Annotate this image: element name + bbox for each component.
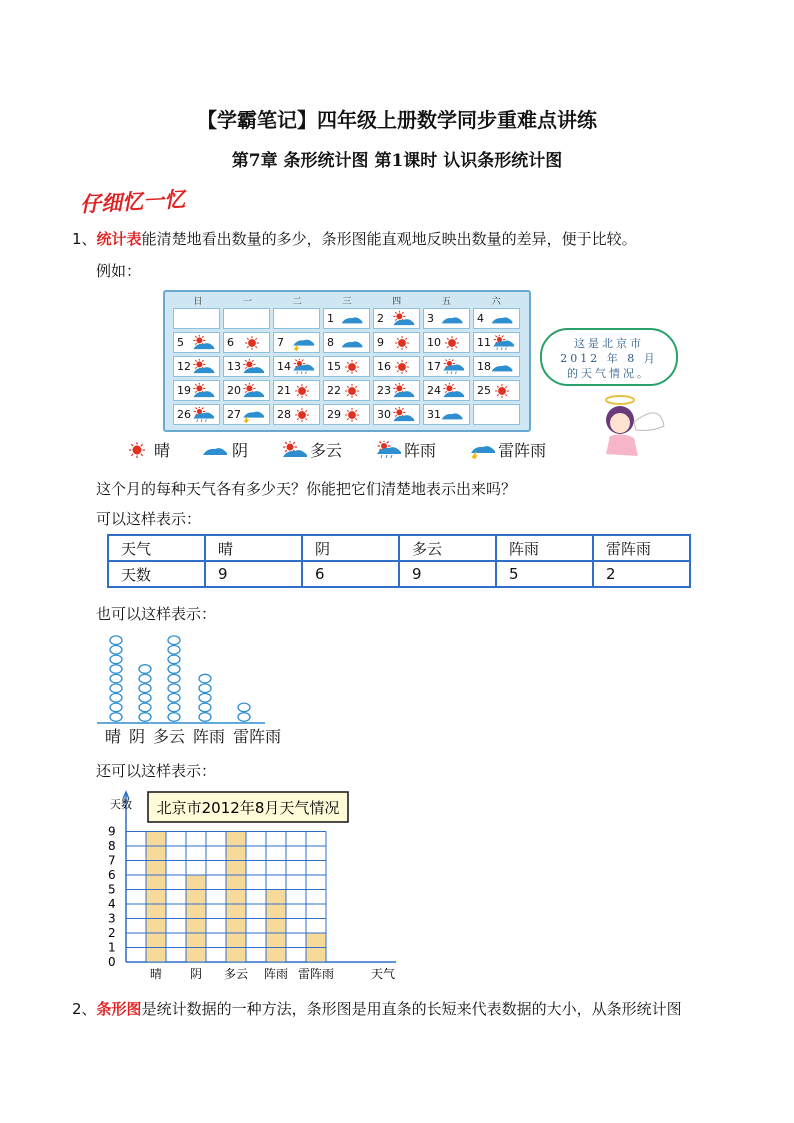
calendar-day-cell xyxy=(223,308,270,329)
table-cell: 阴 xyxy=(302,535,399,561)
rain-weather-icon xyxy=(189,407,215,423)
calendar-weather xyxy=(489,383,515,402)
calendar-weather xyxy=(439,359,465,378)
item-1-number: 1、 xyxy=(72,230,97,248)
calendar-day-number: 15 xyxy=(327,360,341,373)
calendar-day-cell xyxy=(323,308,370,329)
sunny-weather-icon xyxy=(339,359,365,375)
calendar-day-number: 1 xyxy=(327,312,334,325)
calendar-weather xyxy=(389,335,415,354)
legend-item xyxy=(200,438,248,461)
y-tick-label: 9 xyxy=(108,824,116,839)
rain-weather-icon xyxy=(372,441,402,459)
partly-weather-icon xyxy=(189,359,215,375)
calendar-day-cell xyxy=(223,380,270,401)
calendar-weather xyxy=(439,311,465,330)
sunny-weather-icon xyxy=(339,383,365,399)
calendar-weather xyxy=(239,359,265,378)
sunny-weather-icon xyxy=(389,359,415,375)
calendar-day-number: 9 xyxy=(377,336,384,349)
dot-marker xyxy=(110,674,122,683)
dot-marker xyxy=(199,684,211,693)
item-1-text: 能清楚地看出数量的多少，条形图能直观地反映出数量的差异，便于比较。 xyxy=(141,230,637,248)
calendar-day-cell xyxy=(323,404,370,425)
calendar-weather xyxy=(489,359,515,378)
calendar-weather xyxy=(339,359,365,378)
calendar-weather xyxy=(189,407,215,426)
dot-marker xyxy=(110,703,122,712)
calendar-day-cell xyxy=(223,356,270,377)
calendar-day-number: 7 xyxy=(277,336,284,349)
sunny-weather-icon xyxy=(439,335,465,351)
dot-marker xyxy=(110,665,122,674)
calendar-day-cell xyxy=(223,332,270,353)
dot-chart xyxy=(97,625,267,725)
item-1-keyword: 统计表 xyxy=(96,230,142,248)
table-cell: 9 xyxy=(205,561,302,587)
calendar-weather xyxy=(189,359,215,378)
cloudy-weather-icon xyxy=(439,311,465,327)
dot-marker xyxy=(199,703,211,712)
rain-weather-icon xyxy=(489,335,515,351)
calendar-weather xyxy=(489,311,515,330)
calendar-day-number: 26 xyxy=(177,408,191,421)
item-2 xyxy=(72,998,682,1019)
x-tick-label: 雷阵雨 xyxy=(297,967,335,981)
calendar-day-cell xyxy=(373,404,420,425)
calendar-day-cell xyxy=(173,404,220,425)
calendar-weather xyxy=(289,335,315,354)
item-2-number: 2、 xyxy=(72,1000,97,1018)
dot-chart-label: 雷阵雨 xyxy=(233,727,282,746)
rain-weather-icon xyxy=(289,359,315,375)
calendar-day-cell xyxy=(323,332,370,353)
calendar-weather xyxy=(239,407,265,426)
dot-marker xyxy=(168,684,180,693)
item-2-text: 是统计数据的一种方法，条形图是用直条的长短来代表数据的大小，从条形统计图 xyxy=(141,1000,682,1018)
table-row xyxy=(108,535,690,561)
calendar-weather xyxy=(189,335,215,354)
dot-marker xyxy=(139,665,151,674)
calendar-weather xyxy=(339,383,365,402)
calendar-day-number: 8 xyxy=(327,336,334,349)
representation-3-label: 还可以这样表示： xyxy=(96,762,217,780)
calendar-day-cell xyxy=(273,380,320,401)
calendar-weather xyxy=(389,359,415,378)
calendar-day-cell xyxy=(473,332,520,353)
calendar-weather xyxy=(439,383,465,402)
calendar-day-cell xyxy=(273,332,320,353)
calendar-weather xyxy=(239,335,265,354)
dot-marker xyxy=(168,665,180,674)
sunny-weather-icon xyxy=(122,441,152,459)
calendar-day-number: 13 xyxy=(227,360,241,373)
section-label: 仔细忆一忆 xyxy=(79,187,186,217)
bubble-line-3: 的天气情况。 xyxy=(567,367,651,380)
calendar-day-cell xyxy=(423,308,470,329)
dot-marker xyxy=(168,703,180,712)
calendar-weather xyxy=(389,407,415,426)
calendar-day-cell xyxy=(423,380,470,401)
partly-weather-icon xyxy=(389,383,415,399)
sunny-weather-icon xyxy=(339,407,365,423)
bar xyxy=(226,832,246,963)
cloudy-weather-icon xyxy=(200,441,230,459)
weekday-label: 二 xyxy=(292,297,302,307)
table-cell: 天数 xyxy=(108,561,205,587)
dot-chart-label: 多云 xyxy=(153,727,186,746)
calendar-day-number: 10 xyxy=(427,336,441,349)
legend-item xyxy=(372,438,436,461)
page-subtitle: 第7章 条形统计图 第1课时 认识条形统计图 xyxy=(231,151,563,171)
question-text: 这个月的每种天气各有多少天？你能把它们清楚地表示出来吗？ xyxy=(96,480,517,498)
dot-marker xyxy=(139,694,151,703)
dot-marker xyxy=(199,674,211,683)
calendar-day-cell xyxy=(423,404,470,425)
legend-label: 晴 xyxy=(154,441,171,460)
legend-item xyxy=(466,438,546,461)
representation-1-label: 可以这样表示： xyxy=(96,510,202,528)
legend-label: 多云 xyxy=(310,441,343,460)
calendar-weather xyxy=(339,335,365,354)
cloudy-weather-icon xyxy=(339,335,365,351)
dot-marker xyxy=(110,694,122,703)
y-tick-label: 1 xyxy=(108,940,116,955)
calendar-day-number: 27 xyxy=(227,408,241,421)
weekday-label: 五 xyxy=(441,297,451,307)
partly-weather-icon xyxy=(278,441,308,459)
y-tick-label: 4 xyxy=(108,897,116,911)
dot-chart-labels xyxy=(105,724,281,747)
calendar-weather xyxy=(289,407,315,426)
table-row xyxy=(108,561,690,587)
legend-label: 雷阵雨 xyxy=(498,441,547,460)
calendar-day-number: 18 xyxy=(477,360,491,373)
calendar-day-number: 14 xyxy=(277,360,291,373)
sunny-weather-icon xyxy=(239,335,265,351)
dot-chart-label: 阵雨 xyxy=(193,727,226,746)
calendar-weather xyxy=(489,335,515,354)
dot-marker xyxy=(110,655,122,664)
calendar-day-cell xyxy=(473,380,520,401)
dot-marker xyxy=(168,674,180,683)
calendar-day-number: 28 xyxy=(277,408,291,421)
x-tick-label: 阵雨 xyxy=(263,967,289,981)
legend-item xyxy=(278,438,342,461)
dot-chart-label: 晴 xyxy=(105,727,122,746)
calendar-day-number: 25 xyxy=(477,384,491,397)
example-label: 例如： xyxy=(96,262,142,280)
calendar-day-number: 16 xyxy=(377,360,391,373)
dot-marker xyxy=(139,703,151,712)
calendar-weather xyxy=(239,383,265,402)
calendar-day-cell xyxy=(273,404,320,425)
calendar-weather xyxy=(289,383,315,402)
bar xyxy=(266,890,286,963)
calendar-day-number: 19 xyxy=(177,384,191,397)
y-tick-label: 2 xyxy=(108,926,116,940)
table-cell: 6 xyxy=(302,561,399,587)
calendar-day-cell xyxy=(173,308,220,329)
calendar-day-cell xyxy=(323,356,370,377)
bubble-line-1: 这是北京市 xyxy=(574,337,644,350)
calendar-weather xyxy=(439,335,465,354)
speech-bubble xyxy=(540,328,678,386)
calendar-day-number: 4 xyxy=(477,312,484,325)
bubble-line-2: 2012 年 8 月 xyxy=(560,352,658,365)
legend-label: 阴 xyxy=(232,441,249,460)
calendar-day-number: 11 xyxy=(477,336,491,349)
calendar-day-cell xyxy=(173,356,220,377)
page-title: 【学霸笔记】四年级上册数学同步重难点讲练 xyxy=(197,108,597,132)
calendar-day-cell xyxy=(273,356,320,377)
sunny-weather-icon xyxy=(289,407,315,423)
thunder-weather-icon xyxy=(466,441,496,459)
calendar-day-cell xyxy=(423,332,470,353)
weather-table xyxy=(107,534,691,588)
calendar-day-cell xyxy=(323,380,370,401)
calendar-day-number: 30 xyxy=(377,408,391,421)
dot-marker xyxy=(238,703,250,712)
chart-title: 北京市2012年8月天气情况 xyxy=(156,799,340,817)
weekday-label: 四 xyxy=(392,297,402,307)
calendar-day-number: 21 xyxy=(277,384,291,397)
calendar-day-cell xyxy=(223,404,270,425)
partly-weather-icon xyxy=(239,383,265,399)
calendar-day-cell xyxy=(373,356,420,377)
angel-illustration xyxy=(590,392,670,462)
table-cell: 5 xyxy=(496,561,593,587)
calendar-weather xyxy=(339,407,365,426)
rain-weather-icon xyxy=(439,359,465,375)
calendar-weekdays xyxy=(173,294,521,307)
dot-marker xyxy=(110,636,122,645)
calendar-weather xyxy=(339,311,365,330)
cloudy-weather-icon xyxy=(489,359,515,375)
x-axis-label: 天气 xyxy=(371,967,396,981)
dot-marker xyxy=(110,646,122,655)
thunder-weather-icon xyxy=(289,335,315,351)
legend-item xyxy=(122,438,170,461)
item-2-keyword: 条形图 xyxy=(96,1000,142,1018)
thunder-weather-icon xyxy=(239,407,265,423)
calendar-day-number: 3 xyxy=(427,312,434,325)
dot-marker xyxy=(168,694,180,703)
dot-marker xyxy=(139,713,151,722)
dot-marker xyxy=(199,694,211,703)
legend-label: 阵雨 xyxy=(404,441,437,460)
calendar-day-cell xyxy=(173,332,220,353)
bar xyxy=(146,832,166,963)
table-cell: 天气 xyxy=(108,535,205,561)
partly-weather-icon xyxy=(389,311,415,327)
calendar-day-cell xyxy=(473,356,520,377)
cloudy-weather-icon xyxy=(339,311,365,327)
x-tick-label: 多云 xyxy=(223,967,249,981)
calendar-day-cell xyxy=(473,308,520,329)
cloudy-weather-icon xyxy=(489,311,515,327)
bar-chart xyxy=(96,790,416,985)
sunny-weather-icon xyxy=(389,335,415,351)
sunny-weather-icon xyxy=(489,383,515,399)
dot-marker xyxy=(168,713,180,722)
calendar-day-number: 17 xyxy=(427,360,441,373)
dot-marker xyxy=(168,655,180,664)
calendar-day-number: 22 xyxy=(327,384,341,397)
y-tick-label: 7 xyxy=(108,853,116,868)
y-tick-label: 6 xyxy=(108,868,116,882)
y-tick-label: 0 xyxy=(108,955,116,969)
item-1 xyxy=(72,228,637,249)
table-cell: 9 xyxy=(399,561,496,587)
dot-marker xyxy=(110,713,122,722)
sunny-weather-icon xyxy=(289,383,315,399)
calendar-day-cell xyxy=(373,308,420,329)
calendar-day-number: 6 xyxy=(227,336,234,349)
calendar-day-cell xyxy=(423,356,470,377)
weekday-label: 六 xyxy=(491,297,501,307)
dot-marker xyxy=(168,636,180,645)
calendar-day-cell xyxy=(373,380,420,401)
calendar-day-number: 24 xyxy=(427,384,441,397)
partly-weather-icon xyxy=(189,383,215,399)
calendar-day-number: 20 xyxy=(227,384,241,397)
calendar-day-cell xyxy=(173,380,220,401)
calendar-day-cell xyxy=(373,332,420,353)
y-tick-label: 3 xyxy=(108,911,116,926)
table-cell: 2 xyxy=(593,561,690,587)
calendar-day-number: 23 xyxy=(377,384,391,397)
y-tick-label: 5 xyxy=(108,882,116,897)
dot-marker xyxy=(139,684,151,693)
table-cell: 多云 xyxy=(399,535,496,561)
partly-weather-icon xyxy=(189,335,215,351)
table-cell: 阵雨 xyxy=(496,535,593,561)
calendar-day-number: 29 xyxy=(327,408,341,421)
x-tick-label: 阴 xyxy=(189,967,203,981)
cloudy-weather-icon xyxy=(439,407,465,423)
calendar-weather xyxy=(189,383,215,402)
dot-marker xyxy=(238,713,250,722)
table-cell: 晴 xyxy=(205,535,302,561)
calendar-weather xyxy=(389,311,415,330)
dot-marker xyxy=(199,713,211,722)
weekday-label: 日 xyxy=(193,297,203,307)
calendar-weather xyxy=(439,407,465,426)
x-tick-label: 晴 xyxy=(149,967,163,981)
calendar-day-cell xyxy=(473,404,520,425)
calendar-day-number: 12 xyxy=(177,360,191,373)
weekday-label: 三 xyxy=(342,297,352,307)
calendar-day-number: 2 xyxy=(377,312,384,325)
representation-2-label: 也可以这样表示： xyxy=(96,605,217,623)
y-axis-label: 天数 xyxy=(110,798,132,811)
partly-weather-icon xyxy=(439,383,465,399)
dot-marker xyxy=(110,684,122,693)
calendar-day-cell xyxy=(273,308,320,329)
dot-marker xyxy=(139,674,151,683)
partly-weather-icon xyxy=(239,359,265,375)
y-tick-label: 8 xyxy=(108,839,116,853)
calendar-weather xyxy=(289,359,315,378)
dot-marker xyxy=(168,646,180,655)
weekday-label: 一 xyxy=(243,297,253,307)
calendar-day-number: 31 xyxy=(427,408,441,421)
calendar-day-number: 5 xyxy=(177,336,184,349)
weather-calendar xyxy=(163,290,531,432)
table-cell: 雷阵雨 xyxy=(593,535,690,561)
calendar-weather xyxy=(389,383,415,402)
weather-legend xyxy=(122,438,546,461)
dot-chart-label: 阴 xyxy=(129,727,146,746)
partly-weather-icon xyxy=(389,407,415,423)
